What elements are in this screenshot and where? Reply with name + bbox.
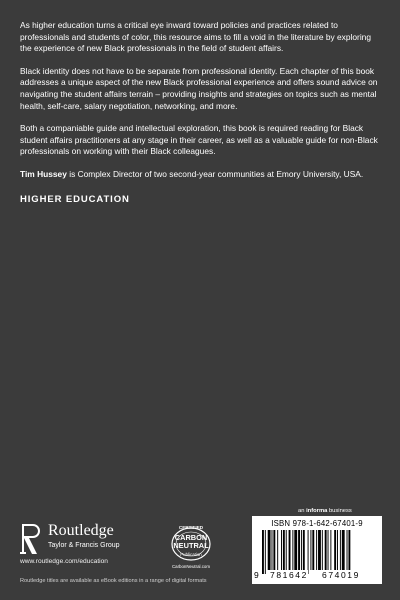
barcode-right-group: 674019 xyxy=(322,570,360,580)
informa-suffix: business xyxy=(327,508,352,514)
author-name: Tim Hussey xyxy=(20,168,67,179)
carbon-neutral-badge xyxy=(168,520,214,572)
carbon-badge-top: CERTIFIED xyxy=(178,525,204,530)
carbon-badge-small: Publication xyxy=(180,552,202,557)
description-paragraph-2: Black identity does not have to be separate from professional identity. Each chapter of this book addresses a unique aspect of the new Black professional experience and offers sound advice on navigating the student affairs terrain – providing insights and strategies on topics such as mental health, self-care, salary negotiation, networking, and more. xyxy=(20,65,378,111)
barcode-bars xyxy=(262,530,374,574)
publisher-group: Taylor & Francis Group xyxy=(48,542,120,549)
author-bio-text: is Complex Director of two second-year communities at Emory University, USA. xyxy=(66,168,364,179)
subject-category: HIGHER EDUCATION xyxy=(20,193,130,205)
informa-business-line xyxy=(298,508,352,514)
informa-prefix: an xyxy=(298,508,307,514)
barcode-left-group: 781642 xyxy=(270,570,308,580)
author-bio xyxy=(20,169,382,181)
back-cover-text xyxy=(20,20,382,205)
routledge-r-icon xyxy=(20,522,42,556)
carbon-badge-site: CarbonNeutral.com xyxy=(171,564,211,569)
cover-footer xyxy=(0,500,400,600)
publisher-url[interactable]: www.routledge.com/education xyxy=(20,558,108,565)
description-paragraph-3: Both a companiable guide and intellectual exploration, this book is required reading for Black student affairs practitioners at any stage in their career, as well as a valuable guide for non-Black professionals on working with their Black colleagues. xyxy=(20,123,378,157)
ebook-note: Routledge titles are available as eBook editions in a range of digital formats xyxy=(20,578,207,584)
barcode-first-digit: 9 xyxy=(254,570,259,580)
isbn-barcode xyxy=(252,516,382,584)
publisher-name: Routledge xyxy=(48,522,114,539)
barcode-digits xyxy=(252,570,382,582)
carbon-badge-line1: CARBON xyxy=(174,533,208,542)
description-paragraph-1: As higher education turns a critical eye inward toward policies and practices related to professionals and students of color, this resource aims to fill a void in the literature by exploring the experience of new Black professionals in the field of student affairs. xyxy=(20,20,372,54)
routledge-logo xyxy=(20,522,130,558)
isbn-number: ISBN 978-1-642-67401-9 xyxy=(271,519,363,528)
informa-brand: informa xyxy=(306,508,328,514)
carbon-badge-line2: NEUTRAL xyxy=(173,541,209,550)
